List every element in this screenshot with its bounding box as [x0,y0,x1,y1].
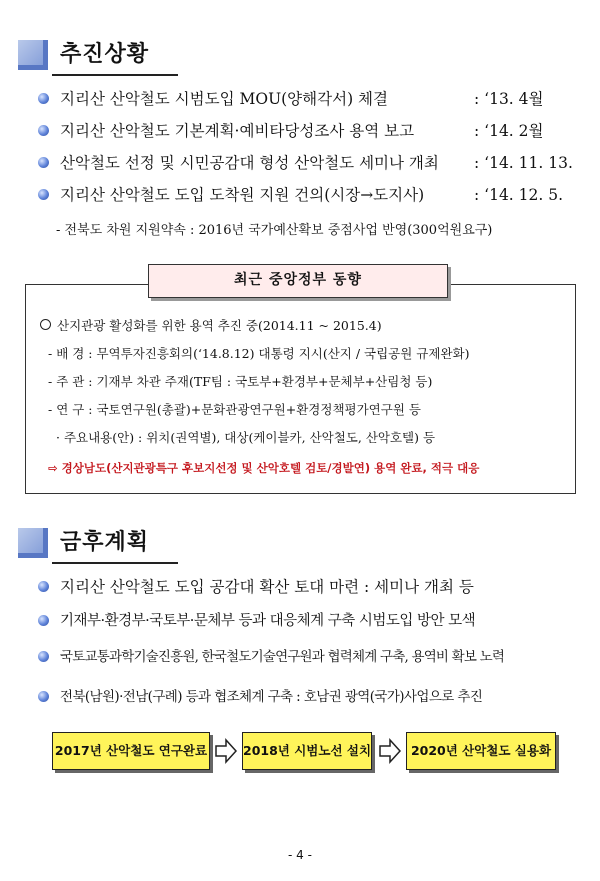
circle-bullet-icon [40,319,51,330]
bullet-icon [38,157,49,168]
trend-line: - 주 관 : 기재부 차관 주재(TF팀 : 국토부+환경부+문체부+산림청 등) [48,374,433,389]
section-title: 추진상황 [60,42,150,67]
arrow-right-icon [378,738,402,764]
trend-box [25,284,576,494]
item-text: 지리산 산악철도 도입 도착원 지원 건의(시장→도지사) [60,186,425,204]
trend-line: - 연 구 : 국토연구원(총괄)+문화관광연구원+환경정책평가연구원 등 [48,402,421,417]
page-number: - 4 - [288,848,312,862]
sub-note: - 전북도 차원 지원약속 : 2016년 국가예산확보 중점사업 반영(300억원요구) [56,223,493,238]
trend-heading-text: 산지관광 활성화를 위한 용역 추진 중(2014.11 ~ 2015.4) [57,318,382,333]
bullet-icon [38,581,49,592]
flow-step-box: 2017년 산악철도 연구완료 [52,732,210,770]
section-title: 금후계획 [60,530,150,555]
bullet-icon [38,651,49,662]
item-text: 지리산 산악철도 도입 공감대 확산 토대 마련 : 세미나 개최 등 [60,578,474,596]
item-date: : ‘13. 4월 [474,90,544,108]
item-text: 전북(남원)·전남(구례) 등과 협조체계 구축 : 호남권 광역(국가)사업으로 추진 [60,689,483,705]
section-marker-icon [18,528,48,558]
trend-line: · 주요내용(안) : 위치(권역별), 대상(케이블카, 산악철도, 산악호텔) 등 [56,430,436,445]
bullet-icon [38,691,49,702]
item-text: 지리산 산악철도 시범도입 MOU(양해각서) 체결 [60,90,388,108]
title-underline [52,562,178,564]
trend-highlight: ⇨ 경상남도(산지관광특구 후보지선정 및 산악호텔 검토/경발연) 용역 완료, 적극 대응 [48,461,480,475]
trend-heading [40,315,382,337]
trend-title: 최근 중앙정부 동향 [148,264,448,298]
item-text: 지리산 산악철도 기본계획·예비타당성조사 용역 보고 [60,122,415,140]
item-date: : ‘14. 2월 [474,122,544,140]
item-date: : ‘14. 11. 13. [474,154,573,172]
bullet-icon [38,93,49,104]
flow-step-box: 2018년 시범노선 설치 [242,732,372,770]
bullet-icon [38,189,49,200]
item-text: 산악철도 선정 및 시민공감대 형성 산악철도 세미나 개최 [60,154,439,172]
item-text: 기재부·환경부·국토부·문체부 등과 대응체계 구축 시범도입 방안 모색 [60,613,476,629]
bullet-icon [38,615,49,626]
section-marker-icon [18,40,48,70]
item-date: : ‘14. 12. 5. [474,186,564,204]
item-text: 국토교통과학기술진흥원, 한국철도기술연구원과 협력체계 구축, 용역비 확보 노력 [60,649,505,665]
bullet-icon [38,125,49,136]
trend-line: - 배 경 : 무역투자진흥회의(‘14.8.12) 대통령 지시(산지 / 국립공원 규제완화) [48,346,470,361]
flow-step-box: 2020년 산악철도 실용화 [406,732,556,770]
arrow-right-icon [214,738,238,764]
title-underline [52,74,178,76]
